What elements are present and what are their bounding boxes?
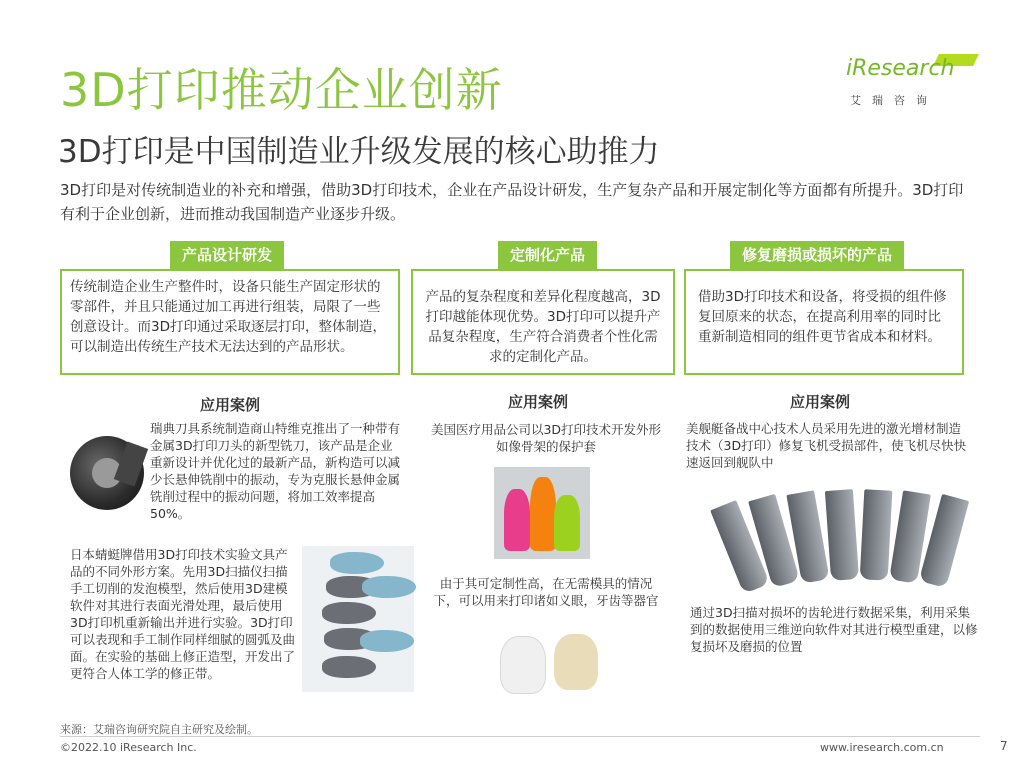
tag-product-design: 产品设计研发: [170, 241, 284, 269]
card-product-design: 传统制造企业生产整件时，设备只能生产固定形状的零部件，并且只能通过加工再进行组装，局限了一些创意设计。而3D打印通过采取逐层打印，整体制造，可以制造出传统生产技术无法达到的产品形状。: [60, 269, 400, 375]
teeth-image: [494, 632, 606, 694]
case-text-sandvik: 瑞典刀具系统制造商山特维克推出了一种带有金属3D打印刀头的新型铣刀，该产品是企业重新设计并优化过的最新产品，新构造可以减少长悬伸铣削中的振动，专为克服长悬伸金属铣削过程中的振动问题，将加工效率提高50%。: [150, 421, 401, 521]
card-repair-products: 借助3D打印技术和设备，将受损的组件修复回原来的状态，在提高利用率的同时比重新制造相同的组件更节省成本和材料。: [684, 269, 964, 375]
tag-customized-product: 定制化产品: [498, 241, 597, 269]
case-title-repair: 应用案例: [790, 393, 851, 411]
iresearch-logo: [846, 52, 976, 120]
case-title-product-design: 应用案例: [200, 396, 261, 414]
case-text-tombow: 日本蜻蜓牌借用3D打印技术实验文具产品的不同外形方案。先用3D扫描仪扫描手工切削的发泡模型，然后使用3D建模软件对其进行表面光滑处理，最后使用3D打印机重新输出并进行实验。3D打印可以表现和手工制作同样细腻的圆弧及曲面。在实验的基础上修正造型，开发出了更符合人体工学的修正带。: [70, 547, 296, 681]
page-title: 3D打印推动企业创新: [60, 63, 503, 117]
page-subtitle: 3D打印是中国制造业升级发展的核心助推力: [58, 134, 660, 170]
source-note: 来源：艾瑞咨询研究院自主研究及绘制。: [60, 723, 258, 736]
case-title-customized: 应用案例: [508, 393, 569, 411]
case-text-gear-scan: 通过3D扫描对损坏的齿轮进行数据采集，利用采集到的数据使用三维逆向软件对其进行模型重建，以修复损坏及磨损的位置: [690, 605, 978, 654]
page-number: 7: [1000, 739, 1008, 753]
logo-brand-text: iResearch: [846, 56, 955, 81]
footer-divider: [60, 736, 980, 737]
tag-repair-products: 修复磨损或损坏的产品: [730, 241, 904, 269]
case-text-navy: 美舰艇备战中心技术人员采用先进的激光增材制造技术（3D打印）修复飞机受损部件，使飞机尽快快速返回到舰队中: [686, 421, 967, 470]
copyright-text: ©2022.10 iResearch Inc.: [60, 741, 197, 754]
case-text-medical: 美国医疗用品公司以3D打印技术开发外形如像骨架的保护套: [430, 422, 662, 454]
milling-cutter-image: [70, 436, 144, 510]
intro-paragraph: 3D打印是对传统制造业的补充和增强，借助3D打印技术，企业在产品设计研发，生产复杂产品和开展定制化等方面都有所提升。3D打印有利于企业创新，进而推动我国制造产业逐步升级。: [60, 181, 964, 223]
skeleton-sleeves-image: [494, 467, 590, 559]
logo-chinese-text: 艾瑞咨询: [850, 94, 938, 107]
foam-models-image: [302, 546, 414, 692]
card-customized-product: 产品的复杂程度和差异化程度越高，3D打印越能体现优势。3D打印可以提升产品复杂程度，生产符合消费者个性化需求的定制化产品。: [411, 269, 675, 375]
turbine-blades-image: [722, 484, 978, 588]
website-link[interactable]: www.iresearch.com.cn: [820, 741, 944, 754]
case-text-organs: 由于其可定制性高，在无需模具的情况下，可以用来打印诸如义眼，牙齿等器官: [433, 576, 659, 608]
